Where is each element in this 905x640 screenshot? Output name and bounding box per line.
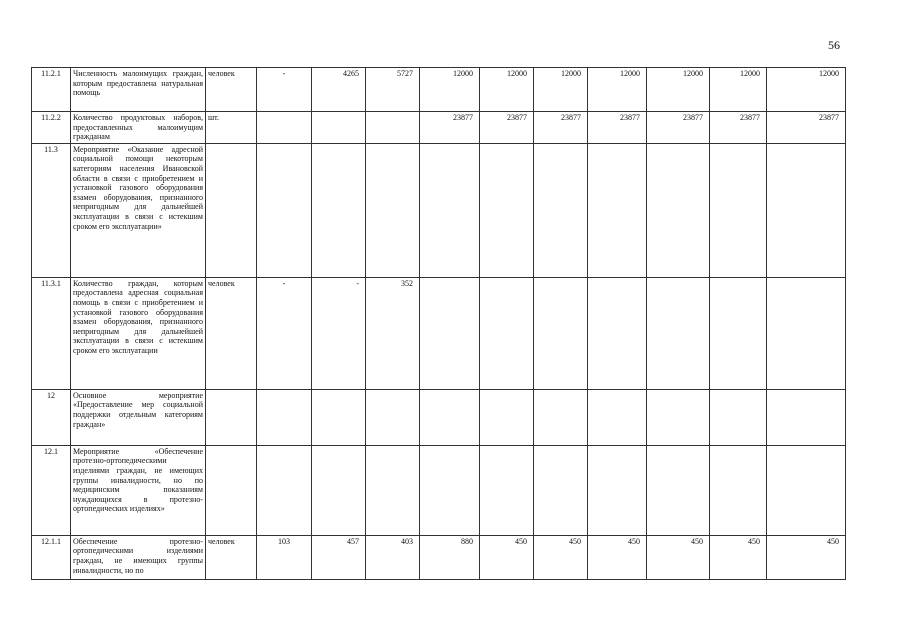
row-unit-cell	[206, 389, 257, 445]
row-value-cell: 23877	[480, 112, 534, 144]
row-value-cell	[366, 112, 420, 144]
row-code-cell: 12	[32, 389, 71, 445]
row-code-cell: 12.1.1	[32, 535, 71, 579]
row-value-cell	[312, 143, 366, 277]
row-value-cell: 450	[710, 535, 767, 579]
row-value-cell	[312, 112, 366, 144]
row-value-cell	[647, 143, 710, 277]
row-value-cell: 4265	[312, 68, 366, 112]
row-name-cell: Мероприятие «Обеспечение протезно-ортопедическими изделиями граждан, не имеющих группы инвалидности, но по медицинским показаниям нуждающихся в протезно-ортопедических изделиях»	[71, 445, 206, 535]
row-value-cell	[257, 112, 312, 144]
row-name-cell: Количество граждан, которым предоставлена адресная социальная помощь в связи с приобретением и установкой газового оборудования взамен оборудования, признанного непригодным для дальнейшей эксплуатации в связи с истекшим сроком его эксплуатации	[71, 277, 206, 389]
row-value-cell	[480, 445, 534, 535]
row-code-cell: 11.2.2	[32, 112, 71, 144]
table-row	[32, 535, 846, 579]
row-value-cell	[420, 277, 480, 389]
row-value-cell	[534, 445, 588, 535]
row-value-cell	[420, 143, 480, 277]
row-code-cell: 12.1	[32, 445, 71, 535]
row-value-cell: 880	[420, 535, 480, 579]
row-value-cell	[480, 143, 534, 277]
row-unit-cell	[206, 143, 257, 277]
row-value-cell	[366, 445, 420, 535]
row-code-cell: 11.3	[32, 143, 71, 277]
row-value-cell: 5727	[366, 68, 420, 112]
row-name-cell: Обеспечение протезно-ортопедическими изделиями граждан, не имеющих группы инвалидности, но по	[71, 535, 206, 579]
row-value-cell: 12000	[588, 68, 647, 112]
row-name-cell: Численность малоимущих граждан, которым предоставлена натуральная помощь	[71, 68, 206, 112]
row-value-cell: -	[257, 68, 312, 112]
row-value-cell	[767, 143, 846, 277]
row-value-cell: 450	[534, 535, 588, 579]
row-value-cell: 352	[366, 277, 420, 389]
row-value-cell	[588, 143, 647, 277]
row-value-cell	[366, 143, 420, 277]
row-code-cell: 11.2.1	[32, 68, 71, 112]
row-value-cell: 23877	[420, 112, 480, 144]
table-row	[32, 68, 846, 112]
row-value-cell: 450	[767, 535, 846, 579]
row-value-cell: 23877	[534, 112, 588, 144]
row-value-cell	[257, 143, 312, 277]
row-value-cell	[647, 389, 710, 445]
page-number: 56	[828, 38, 840, 52]
row-value-cell: 23877	[710, 112, 767, 144]
row-unit-cell: человек	[206, 68, 257, 112]
row-value-cell	[534, 277, 588, 389]
row-value-cell: 450	[480, 535, 534, 579]
row-unit-cell: человек	[206, 535, 257, 579]
row-value-cell	[312, 445, 366, 535]
row-value-cell: -	[257, 277, 312, 389]
row-name-cell: Мероприятие «Оказание адресной социальной помощи некоторым категориям населения Ивановской области в связи с приобретением и установкой газового оборудования взамен оборудования, признанного непригодным для дальнейшей эксплуатации в связи с истекшим сроком его эксплуатации»	[71, 143, 206, 277]
row-value-cell	[710, 389, 767, 445]
table-row	[32, 143, 846, 277]
row-value-cell: 103	[257, 535, 312, 579]
row-value-cell	[480, 389, 534, 445]
row-value-cell: 12000	[420, 68, 480, 112]
row-code-cell: 11.3.1	[32, 277, 71, 389]
row-value-cell	[257, 445, 312, 535]
row-value-cell	[767, 277, 846, 389]
row-value-cell	[257, 389, 312, 445]
row-value-cell: -	[312, 277, 366, 389]
row-value-cell	[647, 445, 710, 535]
row-value-cell: 12000	[534, 68, 588, 112]
row-value-cell: 12000	[647, 68, 710, 112]
table-row	[32, 277, 846, 389]
row-value-cell	[366, 389, 420, 445]
row-value-cell	[588, 445, 647, 535]
row-value-cell	[420, 445, 480, 535]
row-value-cell	[420, 389, 480, 445]
row-value-cell: 450	[647, 535, 710, 579]
table-body	[32, 68, 846, 580]
row-value-cell	[710, 143, 767, 277]
row-value-cell	[588, 389, 647, 445]
row-value-cell	[767, 389, 846, 445]
indicators-table	[31, 67, 846, 580]
row-value-cell	[534, 389, 588, 445]
row-value-cell: 12000	[767, 68, 846, 112]
row-value-cell: 12000	[710, 68, 767, 112]
row-value-cell	[480, 277, 534, 389]
row-value-cell: 23877	[767, 112, 846, 144]
row-value-cell	[588, 277, 647, 389]
row-unit-cell: шт.	[206, 112, 257, 144]
row-value-cell: 457	[312, 535, 366, 579]
row-value-cell	[710, 277, 767, 389]
table-row	[32, 445, 846, 535]
table-row	[32, 112, 846, 144]
row-value-cell	[534, 143, 588, 277]
row-value-cell	[312, 389, 366, 445]
row-value-cell	[647, 277, 710, 389]
row-value-cell: 12000	[480, 68, 534, 112]
row-value-cell: 403	[366, 535, 420, 579]
row-value-cell: 450	[588, 535, 647, 579]
row-value-cell: 23877	[588, 112, 647, 144]
row-value-cell	[767, 445, 846, 535]
row-value-cell	[710, 445, 767, 535]
table-row	[32, 389, 846, 445]
row-unit-cell: человек	[206, 277, 257, 389]
row-name-cell: Основное мероприятие «Предоставление мер социальной поддержки отдельным категориям граждан»	[71, 389, 206, 445]
row-name-cell: Количество продуктовых наборов, предоставленных малоимущим гражданам	[71, 112, 206, 144]
row-value-cell: 23877	[647, 112, 710, 144]
row-unit-cell	[206, 445, 257, 535]
